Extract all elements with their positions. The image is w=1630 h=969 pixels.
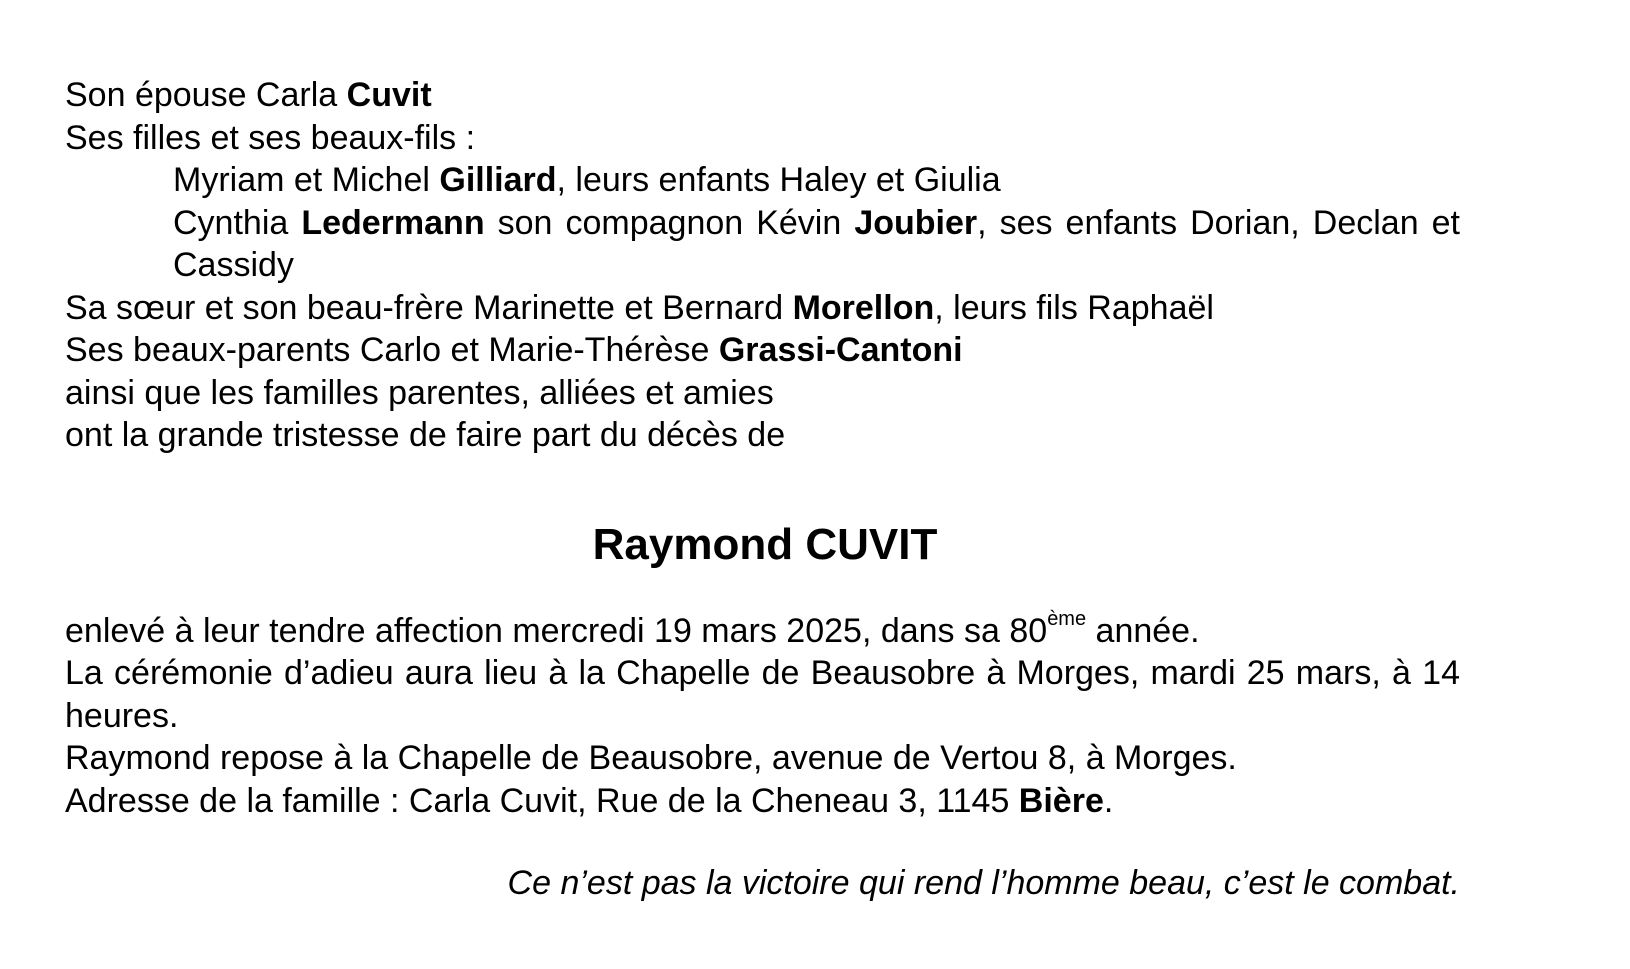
closing-quote: Ce n’est pas la victoire qui rend l’homme beau, c’est le combat.: [507, 864, 1460, 902]
sister-surname: Morellon: [792, 288, 935, 327]
in-laws-line: [65, 329, 1460, 372]
wife-surname: Cuvit: [346, 76, 432, 114]
death-notice: [65, 74, 1460, 905]
rest-place-line: Raymond repose à la Chapelle de Beausobre, avenue de Vertou 8, à Morges.: [65, 739, 1237, 777]
death-line-text: enlevé à leur tendre affection mercredi 19 mars 2025, dans sa 80: [65, 611, 1048, 650]
families-line: ainsi que les familles parentes, alliées et amies: [65, 373, 774, 412]
in-laws-surname: Grassi-Cantoni: [718, 331, 963, 369]
family-ledermann-line: [65, 202, 1460, 287]
family-gilliard-surname: Gilliard: [439, 161, 557, 199]
family-gilliard-first: Myriam et Michel: [173, 161, 440, 199]
sadness-line: ont la grande tristesse de faire part du décès de: [65, 416, 786, 454]
death-line: [65, 607, 1460, 653]
ceremony-line: La cérémonie d’adieu aura lieu à la Chapelle de Beausobre à Morges, mardi 25 mars, à 14 heures.: [65, 654, 1460, 735]
death-line-rest: année.: [1086, 611, 1200, 650]
family-ledermann-first: Cynthia: [173, 203, 302, 242]
daughters-heading: Ses filles et ses beaux-fils :: [65, 118, 476, 157]
wife-prefix: Son épouse Carla: [65, 76, 347, 114]
in-laws-prefix: Ses beaux-parents Carlo et Marie-Thérèse: [65, 331, 719, 369]
family-gilliard-line: [65, 159, 1460, 202]
sister-line: [65, 287, 1460, 330]
sister-prefix: Sa sœur et son beau-frère Marinette et Bernard: [65, 288, 793, 327]
wife-line: [65, 74, 1460, 117]
family-ledermann-mid: son compagnon Kévin: [484, 203, 855, 242]
sister-rest: , leurs fils Raphaël: [934, 288, 1214, 327]
ordinal-suffix: ème: [1047, 607, 1087, 630]
deceased-name: Raymond CUVIT: [592, 519, 938, 569]
family-gilliard-rest: , leurs enfants Haley et Giulia: [556, 161, 1001, 199]
family-joubier-surname: Joubier: [854, 203, 978, 242]
address-line: [65, 780, 1460, 823]
address-city: Bière: [1018, 781, 1104, 820]
family-ledermann-surname: Ledermann: [301, 203, 485, 242]
address-prefix: Adresse de la famille : Carla Cuvit, Rue de la Cheneau 3, 1145: [65, 781, 1019, 820]
family-ledermann-rest: , ses enfants Dorian, Declan et Cassidy: [173, 203, 1460, 284]
address-suffix: .: [1103, 781, 1114, 820]
